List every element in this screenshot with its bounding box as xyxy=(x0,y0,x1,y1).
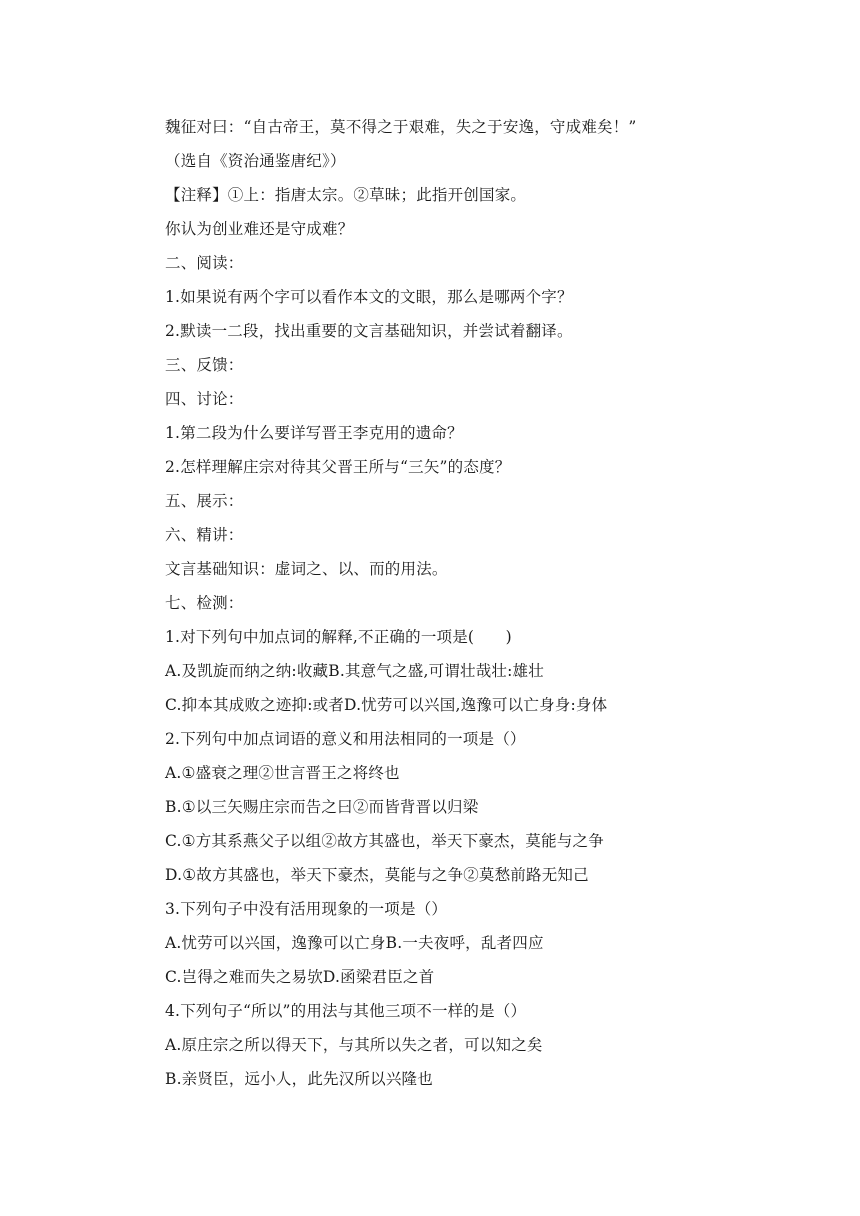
reading-item-2: 2.默读一二段，找出重要的文言基础知识，并尝试着翻译。 xyxy=(165,322,573,340)
test-option: B.亲贤臣，远小人，此先汉所以兴隆也 xyxy=(165,1070,433,1088)
test-option: A.及凯旋而纳之纳:收藏B.其意气之盛,可谓壮哉壮:雄壮 xyxy=(165,662,544,680)
section-heading-test: 七、检测： xyxy=(165,594,244,612)
reading-item-1: 1.如果说有两个字可以看作本文的文眼，那么是哪两个字？ xyxy=(165,288,573,306)
test-option: D.①故方其盛也，举天下豪杰，莫能与之争②莫愁前路无知己 xyxy=(165,866,589,884)
section-heading-discussion: 四、讨论： xyxy=(165,390,244,408)
test-option: C.岂得之难而失之易欤D.函梁君臣之首 xyxy=(165,968,435,986)
document-body xyxy=(165,110,805,1096)
discussion-item-2: 2.怎样理解庄宗对待其父晋王所与“三矢”的态度？ xyxy=(165,458,511,476)
section-heading-lecture: 六、精讲： xyxy=(165,526,244,544)
annotation-note: 【注释】①上：指唐太宗。②草昧；此指开创国家。 xyxy=(165,186,527,204)
text-line: 魏征对曰：“自古帝王，莫不得之于艰难，失之于安逸，守成难矣！” xyxy=(165,118,637,136)
section-heading-reading: 二、阅读： xyxy=(165,254,244,272)
test-option: B.①以三矢赐庄宗而告之曰②而皆背晋以归梁 xyxy=(165,798,479,816)
source-citation: （选自《资治通鉴唐纪》） xyxy=(165,152,346,170)
test-option: A.①盛衰之理②世言晋王之将终也 xyxy=(165,764,400,782)
test-question-2: 2.下列句中加点词语的意义和用法相同的一项是（） xyxy=(165,730,526,748)
question-text: 你认为创业难还是守成难？ xyxy=(165,220,354,238)
section-heading-showcase: 五、展示： xyxy=(165,492,244,510)
test-option: C.①方其系燕父子以组②故方其盛也，举天下豪杰，莫能与之争 xyxy=(165,832,604,850)
test-option: C.抑本其成败之迹抑:或者D.忧劳可以兴国,逸豫可以亡身身:身体 xyxy=(165,696,608,714)
test-option: A.忧劳可以兴国，逸豫可以亡身B.一夫夜呼，乱者四应 xyxy=(165,934,544,952)
test-question-4: 4.下列句子“所以”的用法与其他三项不一样的是（） xyxy=(165,1002,527,1020)
test-option: A.原庄宗之所以得天下，与其所以失之者，可以知之矣 xyxy=(165,1036,543,1054)
test-question-3: 3.下列句子中没有活用现象的一项是（） xyxy=(165,900,448,918)
discussion-item-1: 1.第二段为什么要详写晋王李克用的遗命？ xyxy=(165,424,463,442)
section-heading-feedback: 三、反馈： xyxy=(165,356,244,374)
lecture-text: 文言基础知识：虚词之、以、而的用法。 xyxy=(165,560,448,578)
test-question-1: 1.对下列句中加点词的解释,不正确的一项是( ) xyxy=(165,628,512,646)
